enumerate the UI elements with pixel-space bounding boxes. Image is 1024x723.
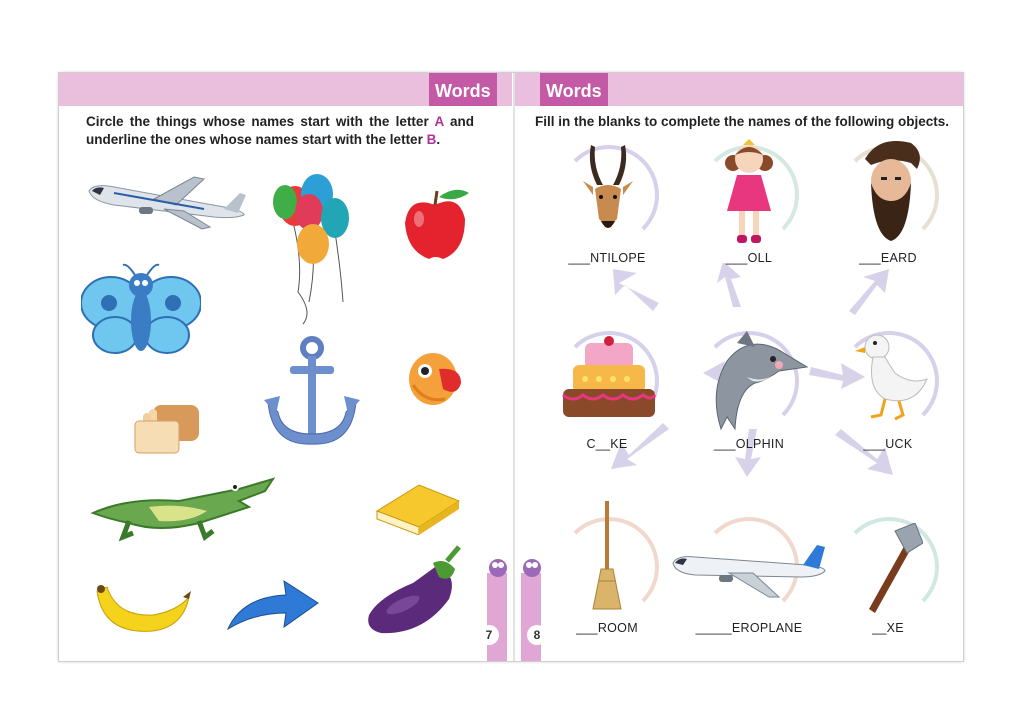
axe-icon <box>859 523 923 613</box>
right-instruction: Fill in the blanks to complete the names of the following objects. <box>535 114 950 129</box>
anchor-icon <box>262 336 362 452</box>
word-broom: ___ROOM <box>576 621 638 635</box>
letter-a: A <box>434 114 444 129</box>
brinjal-icon <box>363 543 471 637</box>
apple-icon <box>399 185 473 263</box>
book-icon <box>373 475 463 535</box>
banana-icon <box>93 577 193 639</box>
aeroplane-icon <box>84 171 250 233</box>
antelope-icon <box>579 145 637 235</box>
word-aeroplane: _____EROPLANE <box>695 621 803 635</box>
word-beard: ___EARD <box>859 251 917 265</box>
arrow-icon <box>224 575 320 631</box>
doll-icon <box>719 139 779 247</box>
butterfly-icon <box>81 263 201 363</box>
letter-b: B <box>426 132 437 147</box>
page-number-left: 7 <box>479 625 499 645</box>
workbook-spread <box>58 72 964 662</box>
aeroplane-icon <box>669 541 829 601</box>
owl-icon <box>521 555 543 577</box>
alligator-icon <box>89 467 275 545</box>
cake-icon <box>559 333 659 423</box>
pink-strip-left <box>487 573 507 661</box>
left-instruction: Circle the things whose names start with the letter A and underline the ones whose names start with the letter B. <box>86 114 474 147</box>
word-dolphin: ___OLPHIN <box>713 437 785 451</box>
bread-icon <box>131 401 203 457</box>
duck-icon <box>855 329 931 425</box>
word-duck: ___UCK <box>863 437 913 451</box>
book-spine <box>513 73 515 661</box>
bird-icon <box>405 345 467 409</box>
owl-icon <box>487 555 509 577</box>
word-antelope: ___NTILOPE <box>568 251 646 265</box>
right-section-tab: Words <box>540 73 608 106</box>
bearded-man-icon <box>859 139 923 243</box>
word-cake: C__KE <box>586 437 628 451</box>
page-number-right: 8 <box>527 625 547 645</box>
word-axe: __XE <box>872 621 904 635</box>
broom-icon <box>587 501 627 611</box>
word-doll: ___OLL <box>725 251 773 265</box>
balloons-icon <box>273 172 359 326</box>
left-section-tab: Words <box>429 73 497 106</box>
pink-strip-right <box>521 573 541 661</box>
dolphin-icon <box>707 331 811 431</box>
